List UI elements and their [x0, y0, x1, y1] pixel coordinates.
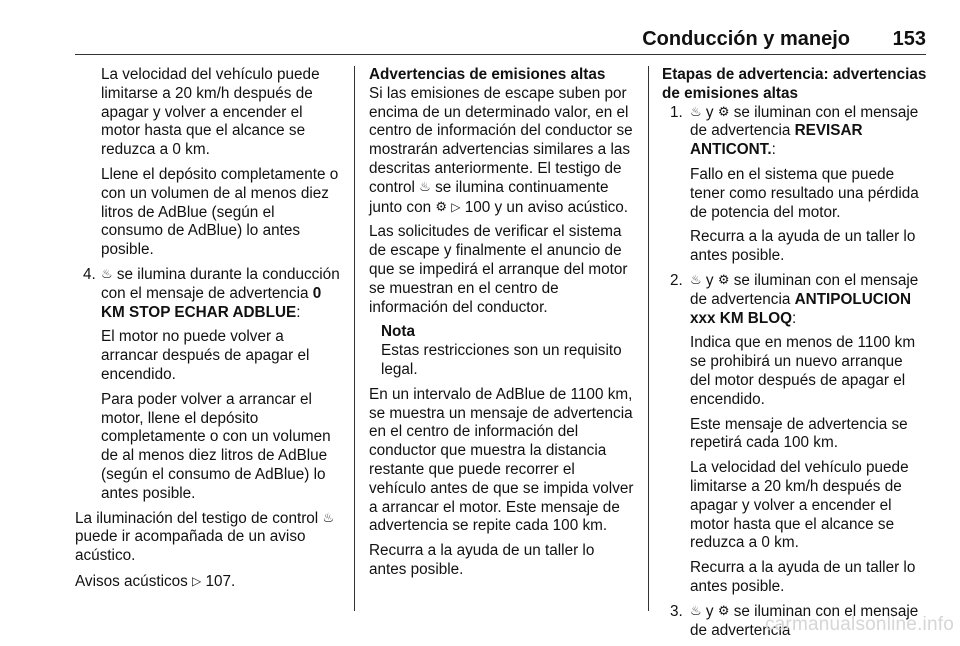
text: y: [705, 271, 714, 289]
paragraph: Llene el depósito completamente o con un volumen de al menos diez litros de AdBlue (según el consumo de AdBlue) lo antes posible.: [101, 165, 339, 259]
adblue-warning-icon: ♨: [101, 265, 113, 281]
paragraph: La velocidad del vehículo puede limitarse a 20 km/h después de apagar y volver a encender el motor hasta que el alcance se reduzca a 0 km.: [101, 66, 320, 159]
text: se iluminan con el mensaje de advertencia: [690, 103, 919, 140]
list-item-1: [662, 104, 927, 266]
paragraph: [75, 572, 340, 592]
page-reference-arrow-icon: ▷: [451, 199, 461, 214]
paragraph: Indica que en menos de 1100 km se prohibirá un nuevo arranque del motor después de apagar el encendido.: [690, 334, 916, 408]
chapter-title: Conducción y manejo: [642, 28, 850, 50]
adblue-warning-icon: ♨: [419, 178, 431, 194]
paragraph: El motor no puede volver a arrancar después de apagar el encendido.: [101, 328, 310, 383]
adblue-warning-icon: ♨: [690, 602, 702, 618]
colon: :: [792, 309, 797, 327]
engine-warning-icon: ⚙: [717, 602, 730, 618]
item-number: 2.: [670, 271, 683, 289]
item-number: 1.: [670, 103, 683, 121]
paragraph: En un intervalo de AdBlue de 1100 km, se muestra un mensaje de advertencia en el centro de información del conductor que muestra la distancia restante que puede recorrer el vehículo antes de que se impida volver a arrancar el motor. Este mensaje de advertencia se repite cada 100 km.: [369, 385, 634, 535]
item-text: se ilumina durante la conducción con el mensaje de advertencia: [101, 265, 340, 302]
paragraph: Recurra a la ayuda de un taller lo antes posible.: [369, 542, 595, 578]
section-heading: Etapas de advertencia: advertencias de emisiones altas: [662, 66, 927, 102]
paragraph: Este mensaje de advertencia se repetirá cada 100 km.: [690, 415, 908, 452]
list-item-4: [75, 266, 340, 504]
text: se ilumina continuamente junto con: [369, 178, 609, 216]
column-3: [662, 66, 927, 646]
engine-warning-icon: ⚙: [717, 271, 730, 287]
page-number: 153: [892, 28, 926, 50]
paragraph: La velocidad del vehículo puede limitarse a 20 km/h después de apagar y volver a encender el motor hasta que el alcance se reduzca a 0 km.: [690, 459, 909, 552]
adblue-warning-icon: ♨: [690, 103, 702, 119]
text: puede ir acompañada de un aviso acústico.: [75, 528, 306, 565]
paragraph: [369, 85, 634, 218]
section-heading: Advertencias de emisiones altas: [369, 66, 606, 83]
paragraph: Fallo en el sistema que puede tener como resultado una pérdida de potencia del motor.: [690, 165, 919, 221]
colon: :: [771, 141, 776, 159]
item-number: 4.: [83, 265, 96, 283]
paragraph: Las solicitudes de verificar el sistema de escape y finalmente el anuncio de que se impedirá el arranque del motor se muestran en el centro de información del conductor.: [369, 223, 628, 316]
adblue-warning-icon: ♨: [322, 509, 335, 525]
engine-warning-icon: ⚙: [717, 103, 730, 119]
paragraph: Recurra a la ayuda de un taller lo antes posible.: [690, 228, 916, 265]
text: Si las emisiones de escape suben por encima de un determinado valor, en el centro de información del conductor se mostrarán advertencias similares a las descritas anteriormente. El testigo de control: [369, 84, 633, 196]
text: se iluminan con el mensaje de advertencia: [690, 602, 919, 639]
note-box: [369, 323, 634, 379]
page-header: [75, 28, 926, 52]
text: La iluminación del testigo de control: [75, 509, 319, 527]
warning-message: REVISAR ANTICONT.: [690, 122, 863, 159]
colon: :: [296, 303, 301, 321]
column-divider: [648, 66, 649, 611]
text: se iluminan con el mensaje de advertencia: [690, 271, 919, 308]
list-item-2: [662, 272, 927, 597]
page-reference[interactable]: 107.: [205, 572, 236, 590]
column-divider: [354, 66, 355, 611]
paragraph: Para poder volver a arrancar el motor, llene el depósito completamente o con un volumen de al menos diez litros de AdBlue (según el consumo de AdBlue) lo antes posible.: [101, 390, 331, 502]
paragraph: [75, 510, 340, 566]
text: y: [705, 602, 714, 620]
watermark: carmanualsonline.info: [764, 614, 954, 635]
adblue-warning-icon: ♨: [690, 271, 702, 287]
column-2: [369, 66, 634, 586]
item-number: 3.: [670, 602, 683, 620]
warning-message: 0 KM STOP ECHAR ADBLUE: [101, 284, 322, 321]
paragraph: Recurra a la ayuda de un taller lo antes posible.: [690, 559, 916, 595]
column-1: [75, 66, 340, 598]
warning-message: ANTIPOLUCION xxx KM BLOQ: [690, 290, 912, 327]
engine-warning-icon: ⚙: [435, 198, 447, 214]
text: y: [705, 103, 714, 121]
page-reference-arrow-icon: ▷: [192, 573, 202, 588]
text: Avisos acústicos: [75, 572, 188, 590]
note-title: Nota: [381, 323, 415, 341]
text: 100 y un aviso acústico.: [464, 198, 628, 216]
header-rule: [75, 54, 926, 55]
note-text: Estas restricciones son un requisito legal.: [381, 342, 622, 378]
